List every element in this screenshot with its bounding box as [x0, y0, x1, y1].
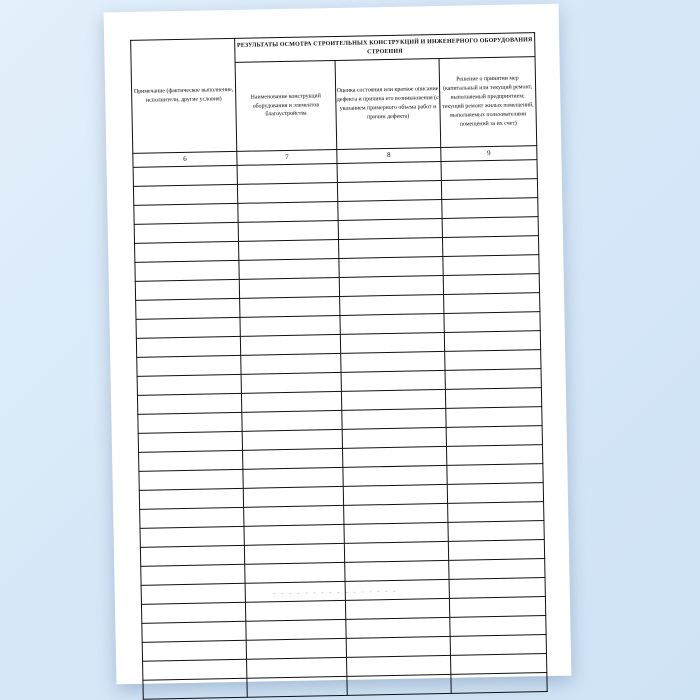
column-number-7: 7	[237, 149, 337, 165]
table-cell	[141, 583, 245, 604]
table-cell	[135, 279, 239, 300]
table-cell	[244, 524, 344, 545]
table-cell	[337, 161, 441, 182]
table-cell	[133, 165, 237, 186]
table-cell	[243, 448, 343, 469]
table-cell	[243, 486, 343, 507]
table-cell	[447, 483, 543, 504]
table-empty-rows	[133, 160, 547, 700]
table-cell	[339, 256, 443, 277]
table-cell	[341, 389, 445, 410]
table-cell	[137, 355, 241, 376]
table-cell	[445, 350, 541, 371]
column-number-9: 9	[441, 146, 537, 162]
column-number-6: 6	[133, 151, 237, 167]
table-cell	[443, 255, 539, 276]
table-cell	[247, 676, 347, 697]
table-cell	[139, 469, 243, 490]
table-cell	[241, 391, 341, 412]
table-cell	[449, 597, 545, 618]
table-cell	[134, 203, 238, 224]
table-cell	[239, 277, 339, 298]
table-cell	[243, 467, 343, 488]
table-cell	[340, 313, 444, 334]
table-cell	[446, 407, 542, 428]
table-cell	[244, 505, 344, 526]
table-cell	[240, 315, 340, 336]
table-cell	[443, 274, 539, 295]
table-cell	[137, 374, 241, 395]
table-cell	[442, 217, 538, 238]
table-cell	[142, 640, 246, 661]
table-cell	[451, 673, 547, 694]
table-cell	[238, 220, 338, 241]
table-cell	[136, 298, 240, 319]
table-cell	[245, 600, 345, 621]
table-cell	[245, 562, 345, 583]
table-cell	[140, 545, 244, 566]
table-cell	[338, 237, 442, 258]
table-cell	[138, 431, 242, 452]
table-cell	[442, 198, 538, 219]
table-cell	[346, 617, 450, 638]
table-cell	[449, 578, 545, 599]
table-cell	[444, 331, 540, 352]
table-cell	[239, 258, 339, 279]
table-cell	[240, 334, 340, 355]
table-cell	[142, 621, 246, 642]
document-sheet	[104, 4, 572, 685]
table-cell	[441, 179, 537, 200]
inspection-table	[130, 32, 548, 700]
table-cell	[444, 312, 540, 333]
table-cell	[450, 616, 546, 637]
table-cell	[446, 445, 542, 466]
table-cell	[143, 659, 247, 680]
table-cell	[136, 317, 240, 338]
table-cell	[241, 372, 341, 393]
table-cell	[444, 293, 540, 314]
table-cell	[342, 427, 446, 448]
table-cell	[138, 412, 242, 433]
table-cell	[244, 543, 344, 564]
document-page	[130, 32, 546, 654]
table-cell	[140, 507, 244, 528]
table-cell	[343, 446, 447, 467]
table-cell	[141, 564, 245, 585]
table-cell	[135, 241, 239, 262]
table-cell	[133, 184, 237, 205]
table-cell	[247, 657, 347, 678]
table-cell	[246, 619, 346, 640]
table-cell	[242, 410, 342, 431]
table-cell	[445, 388, 541, 409]
table-cell	[344, 522, 448, 543]
table-cell	[441, 160, 537, 181]
table-cell	[445, 369, 541, 390]
table-cell	[141, 602, 245, 623]
table-cell	[442, 236, 538, 257]
table-cell	[237, 182, 337, 203]
table-cell	[448, 540, 544, 561]
table-cell	[337, 180, 441, 201]
table-cell	[240, 296, 340, 317]
table-cell	[338, 199, 442, 220]
table-cell	[139, 488, 243, 509]
table-cell	[137, 393, 241, 414]
table-cell	[341, 370, 445, 391]
table-cell	[239, 239, 339, 260]
table-cell	[134, 222, 238, 243]
table-cell	[237, 163, 337, 184]
column-header-7: Наименование конструкций оборудования и элементов благоустройства	[235, 60, 337, 151]
table-cell	[241, 353, 341, 374]
table-cell	[347, 655, 451, 676]
table-cell	[140, 526, 244, 547]
table-cell	[238, 201, 338, 222]
table-cell	[344, 503, 448, 524]
table-cell	[338, 218, 442, 239]
table-cell	[450, 635, 546, 656]
table-cell	[347, 674, 451, 695]
table-cell	[341, 351, 445, 372]
column-header-9: Решение о принятии мер (капитальный или текущий ремонт, выполняемый предприятием; текущий ремонт жилых помещений, выполняемых пользователями помещений за их счет)	[439, 57, 537, 148]
table-cell	[139, 450, 243, 471]
column-number-8: 8	[337, 147, 441, 163]
table-cell	[450, 654, 546, 675]
table-cell	[344, 541, 448, 562]
table-cell	[448, 502, 544, 523]
table-cell	[449, 559, 545, 580]
table-cell	[343, 484, 447, 505]
stamp-marking: - - - - - - - - - - - - - - - -	[272, 587, 397, 598]
column-header-8: Оценка состояния или краткое описание дефекта и причина его возникновения (с указанием примерного объема работ и причин дефекта)	[335, 58, 441, 149]
table-cell	[340, 294, 444, 315]
table-cell	[340, 332, 444, 353]
table-cell	[135, 260, 239, 281]
table-cell	[242, 429, 342, 450]
table-cell	[246, 638, 346, 659]
table-cell	[345, 560, 449, 581]
table-cell	[447, 464, 543, 485]
table-cell	[446, 426, 542, 447]
table-cell	[448, 521, 544, 542]
table-cell	[342, 408, 446, 429]
table-cell	[339, 275, 443, 296]
table-cell	[343, 465, 447, 486]
table-cell	[143, 678, 247, 699]
table-group-header: РЕЗУЛЬТАТЫ ОСМОТРА СТРОИТЕЛЬНЫХ КОНСТРУКЦИЙ И ИНЖЕНЕРНОГО ОБОРУДОВАНИЯ СТРОЕНИЯ	[235, 33, 535, 63]
table-cell	[346, 636, 450, 657]
column-header-6: Примечание (фактическое выполнение, исполнители, другие условия)	[131, 38, 237, 153]
table-cell	[136, 336, 240, 357]
table-cell	[345, 598, 449, 619]
